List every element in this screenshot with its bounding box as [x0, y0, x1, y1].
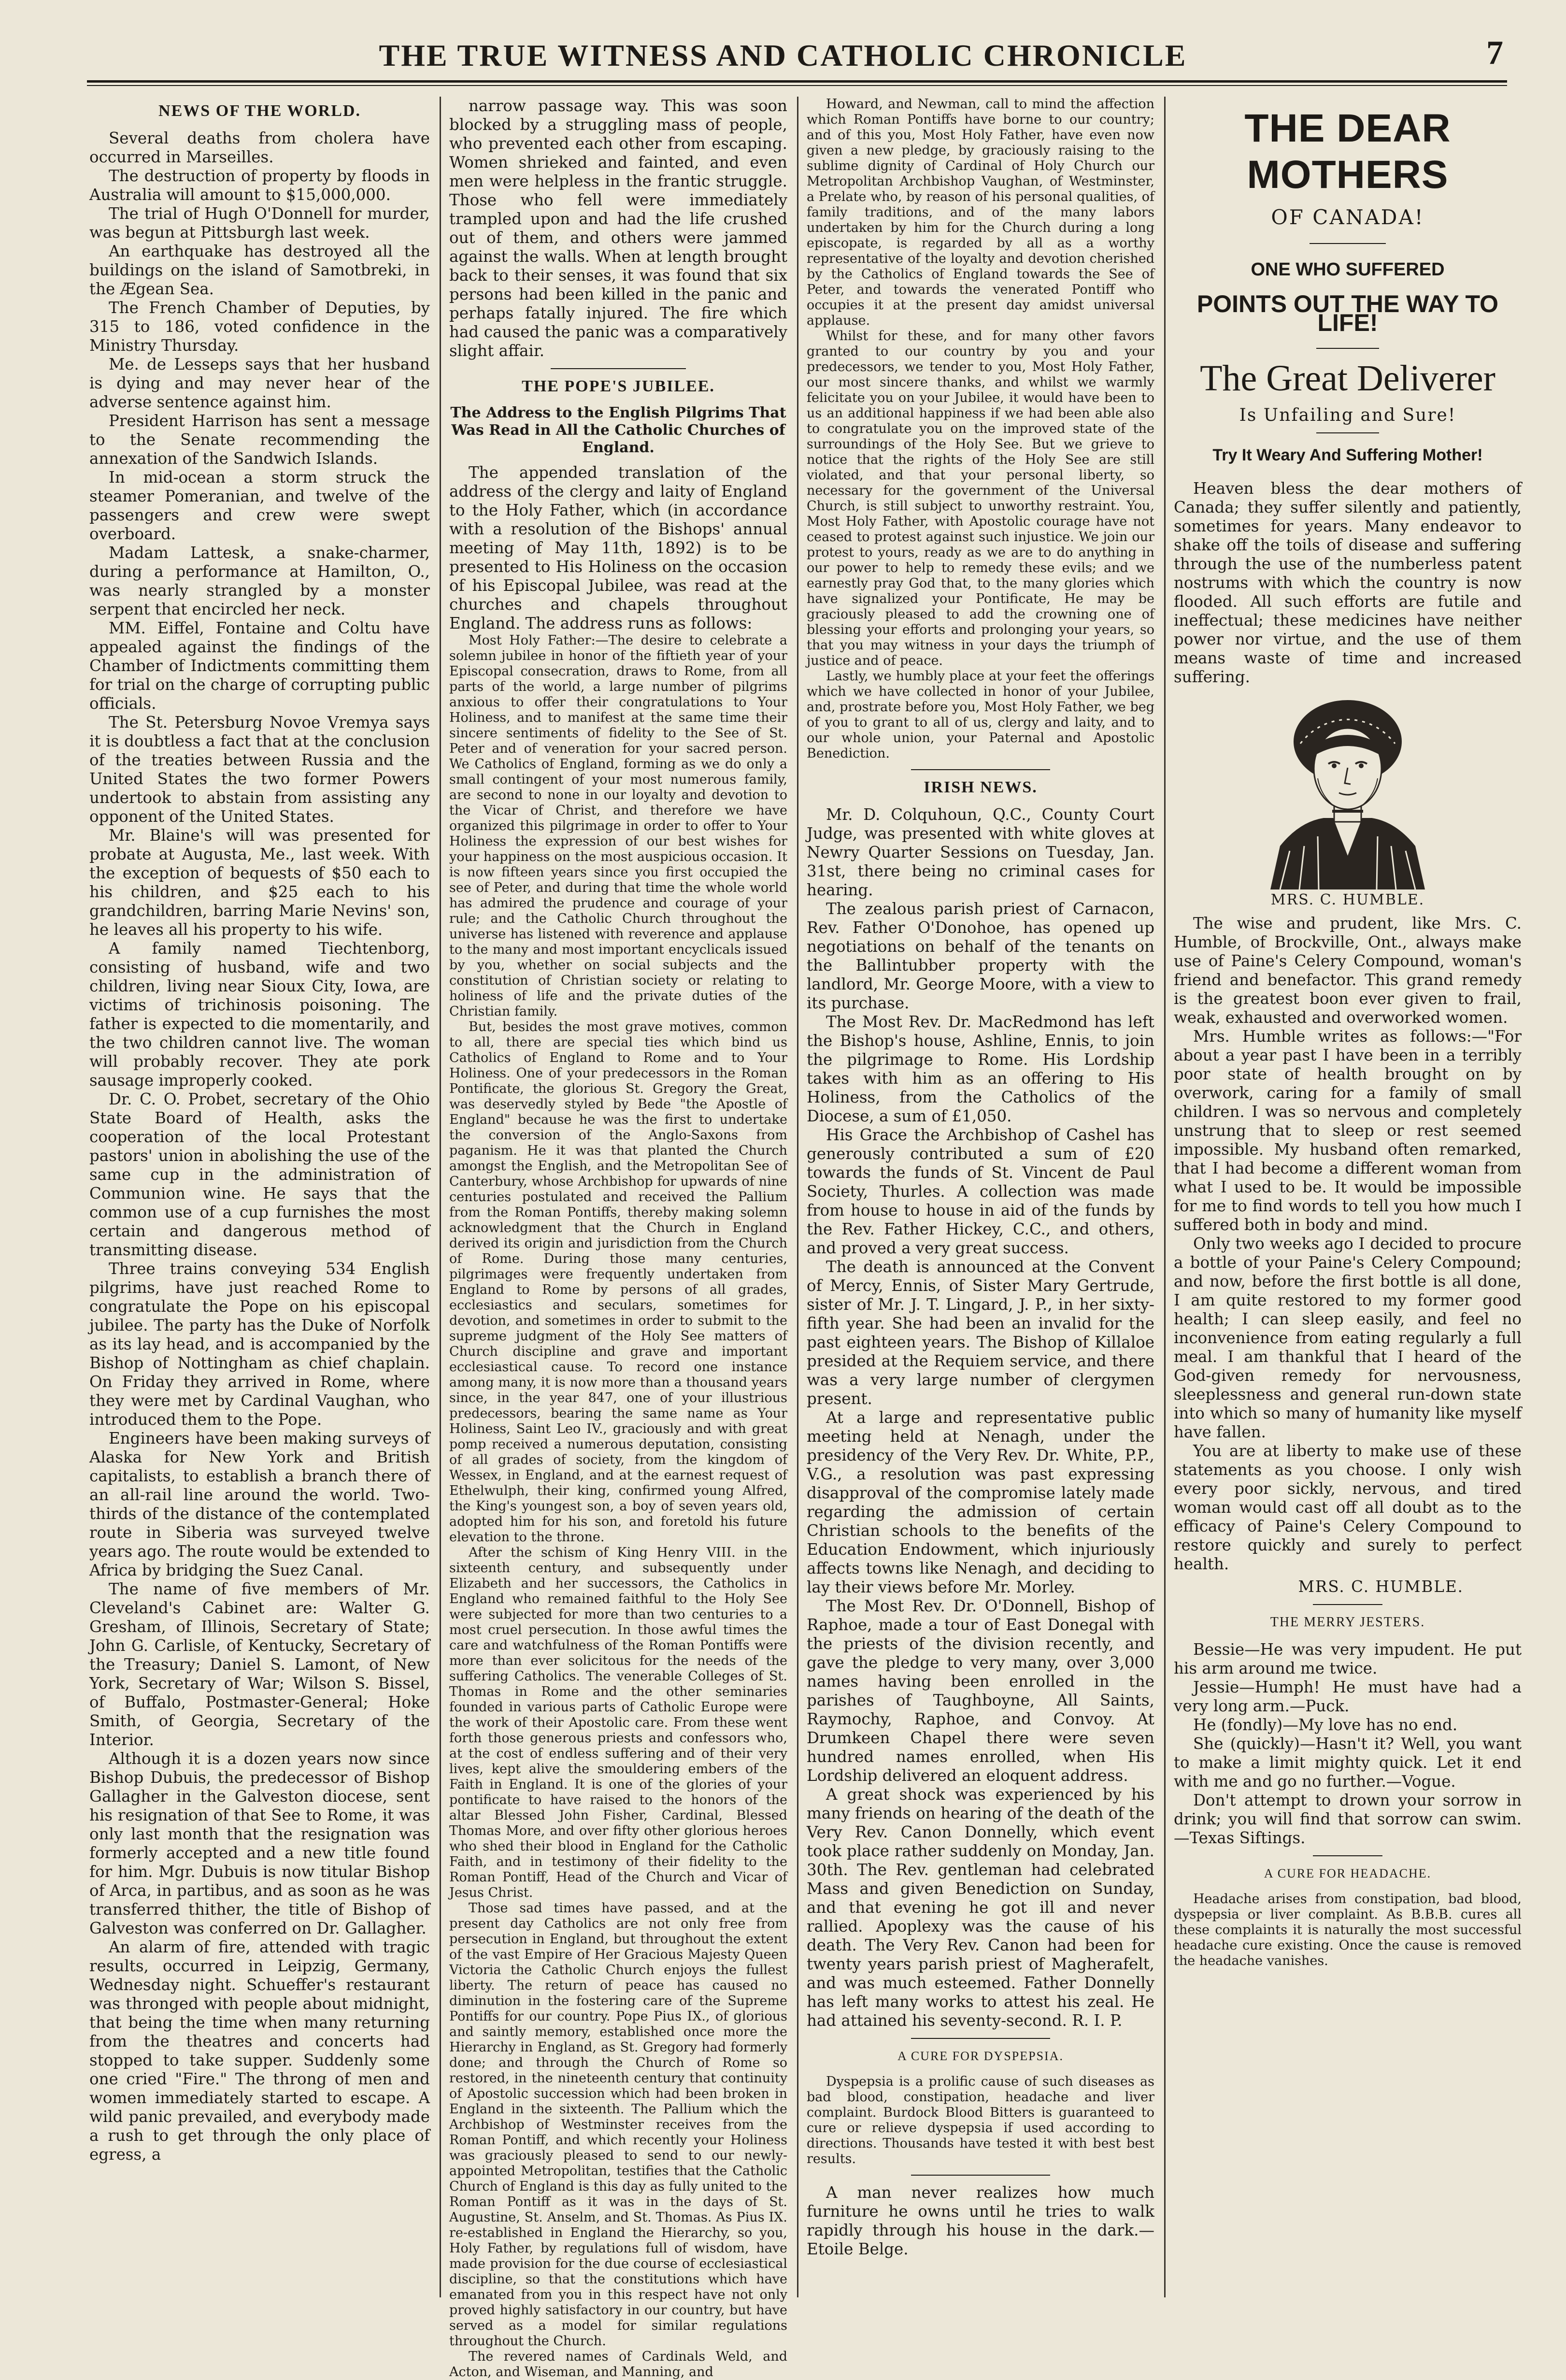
address-text: [807, 97, 1154, 761]
article-body: [89, 129, 430, 2164]
jest-item: She (quickly)—Hasn't it? Well, you want to make a limit mighty quick. Let it end with me and go no further.—Vogue.: [1174, 1735, 1522, 1791]
news-paragraph: Engineers have been making surveys of Alaska for New York and British capitalists, to establish a branch there of an all-rail line around the world. Two-thirds of the distance of the contemplated route in Siberia was surveyed twelve years ago. The route would be extended to Africa by bridging the Suez Canal.: [89, 1429, 430, 1579]
divider: [1313, 1604, 1382, 1605]
jesters-list: [1174, 1640, 1522, 1848]
closing-item: A man never realizes how much furniture he owns until he tries to walk rapidly through his house in the dark.—Etoile Belge.: [807, 2183, 1154, 2258]
news-paragraph: An earthquake has destroyed all the buildings on the island of Samotbreki, in the Ægean Sea.: [89, 242, 430, 298]
address-paragraph: The revered names of Cardinals Weld, and Acton, and Wiseman, and Manning, and: [449, 2349, 787, 2380]
testimonial-paragraph: Only two weeks ago I decided to procure a bottle of your Paine's Celery Compound; and now, before the first bottle is all done, I am quite restored to my former good health; I can sleep easily, and feel no inconvenience from eating regularly a full meal. I am thankful that I heard of the God-given remedy for nervousness, sleeplessness and general run-down state into which so many of humanity like myself have fallen.: [1174, 1234, 1522, 1441]
page-number: 7: [1486, 34, 1503, 72]
jesters-heading: THE MERRY JESTERS.: [1270, 1615, 1425, 1630]
article-paragraph: The appended translation of the address of the clergy and laity of England to the Holy Father, which (in accordance with a resolution of the Bishops' annual meeting of May 11th, 1892) is to be presented to His Holiness on the occasion of his Episcopal Jubilee, was read at the churches and chapels throughout England. The address runs as follows:: [449, 463, 787, 632]
article-body: [449, 463, 787, 633]
section-heading: NEWS OF THE WORLD.: [158, 102, 361, 120]
news-paragraph: The trial of Hugh O'Donnell for murder, was begun at Pittsburgh last week.: [89, 204, 430, 242]
news-paragraph: His Grace the Archbishop of Cashel has generously contributed a sum of £20 towards the funds of St. Vincent de Paul Society, Thurles. A collection was made from house to house in aid of the funds by the Rev. Father Hickey, C.C., and others, and proved a very great success.: [807, 1126, 1154, 1257]
ad-title: THE DEAR MOTHERS: [1244, 106, 1451, 197]
dyspepsia-text: Dyspepsia is a prolific cause of such diseases as bad blood, constipation, headache and liver complaint. Burdock Blood Bitters is guaranteed to cure or relieve dyspepsia if used according to directions. Thousands have tested it with best best results.: [807, 2074, 1154, 2166]
news-paragraph: The destruction of property by floods in Australia will amount to $15,000,000.: [89, 167, 430, 204]
testimonial-paragraph: You are at liberty to make use of these statements as you choose. I only wish every poor sickly, nervous, and tired woman would cast off all doubt as to the efficacy of Paine's Celery Compound to restore quickly and surely to perfect health.: [1174, 1442, 1522, 1573]
ad-subtitle: OF CANADA!: [1271, 205, 1424, 229]
news-paragraph: Although it is a dozen years now since Bishop Dubuis, the predecessor of Bishop Gallagher in the Galveston diocese, sent his resignation of that See to Rome, it was only last month that the resignation was formerly accepted and a new title found for him. Mgr. Dubuis is now titular Bishop of Arca, in partibus, and as soon as he was transferred thither, the title of Bishop of Galveston was conferred on Dr. Gallagher.: [89, 1749, 430, 1937]
section-subheading: The Address to the English Pilgrims That Was Read in All the Catholic Churches of England.: [450, 404, 786, 456]
news-paragraph: Me. de Lesseps says that her husband is dying and may never hear of the adverse sentence against him.: [89, 355, 430, 411]
news-paragraph: A great shock was experienced by his many friends on hearing of the death of the Very Rev. Canon Donnelly, which event took place rather suddenly on Monday, Jan. 30th. The Rev. gentleman had celebrated Mass and given Benediction on Sunday, and that evening he got ill and never rallied. Apoplexy was the cause of his death. The Very Rev. Canon had been for twenty years parish priest of Magherafelt, and was much esteemed. Father Donnelly has left many works to attest his zeal. He had attained his seventy-second. R. I. P.: [807, 1785, 1154, 2030]
column-news-of-the-world: [89, 97, 430, 2302]
news-paragraph: The French Chamber of Deputies, by 315 to 186, voted confidence in the Ministry Thursday.: [89, 299, 430, 355]
headache-text: Headache arises from constipation, bad blood, dyspepsia or liver complaint. As B.B.B. cures all these complaints it is naturally the most successful headache cure existing. Once the cause is removed the headache vanishes.: [1174, 1892, 1522, 1968]
ad-try-line: Try It Weary And Suffering Mother!: [1212, 446, 1483, 464]
news-paragraph: Several deaths from cholera have occurred in Marseilles.: [89, 129, 430, 166]
testimonial-paragraph: The wise and prudent, like Mrs. C. Humble, of Brockville, Ont., always make use of Paine's Celery Compound, woman's friend and benefactor. This grand remedy is the greatest boon ever given to frail, weak, exhausted and overworked women.: [1174, 914, 1522, 1027]
column-divider: [1164, 97, 1166, 2297]
section-heading: IRISH NEWS.: [924, 778, 1038, 796]
ad-line-2: POINTS OUT THE WAY TO LIFE!: [1196, 290, 1499, 336]
masthead-rule-thin: [87, 85, 1507, 86]
news-paragraph: The death is announced at the Convent of Mercy, Ennis, of Sister Mary Gertrude, sister of Mr. J. T. Lingard, J. P., in her sixty-fifth year. She had been an invalid for the past eighteen years. The Bishop of Killaloe presided at the Requiem service, and there was a very large number of clergymen present.: [807, 1258, 1154, 1408]
news-paragraph: Mr. D. Colquhoun, Q.C., County Court Judge, was presented with white gloves at Newry Quarter Sessions on Tuesday, Jan. 31st, there being no criminal cases for hearing.: [807, 805, 1154, 899]
address-paragraph: But, besides the most grave motives, common to all, there are special ties which bind us Catholics of England to Rome and to Your Holiness. One of your predecessors in the Roman Pontificate, the glorious St. Gregory the Great, was deservedly styled by Bede "the Apostle of England" because he was the first to undertake the conversion of the Anglo-Saxons from paganism. He it was that planted the Church amongst the English, and the Metropolitan See of Canterbury, whose Archbishop for upwards of nine centuries postulated and received the Pallium from the Roman Pontiffs, thereby making solemn acknowledgment that the Church in England derived its origin and jurisdiction from the Church of Rome. During those many centuries, pilgrimages were frequently undertaken from England to Rome by persons of all grades, ecclesiastics and seculars, sometimes for devotion, and sometimes in order to submit to the supreme judgment of the Holy See matters of Church discipline and grave and important ecclesiastical cause. To record one instance among many, it is now more than a thousand years since, in the year 847, one of your illustrious predecessors, bearing the same name as Your Holiness, Saint Leo IV., graciously and with great pomp received a numerous deputation, consisting of all grades of society, from the kingdom of Wessex, in England, and at the earnest request of Ethelwulph, their king, confirmed young Alfred, the King's youngest son, a boy of seven years old, adopted him for his son, and foretold his future elevation to the throne.: [449, 1019, 787, 1545]
jest-item: Don't attempt to drown your sorrow in drink; you will find that sorrow can swim.—Texas Siftings.: [1174, 1791, 1522, 1847]
news-paragraph: Dr. C. O. Probet, secretary of the Ohio State Board of Health, asks the cooperation of the local Protestant pastors' union in abolishing the use of the same cup in the administration of Communion wine. He says that the common use of a cup furnishes the most certain and dangerous method of transmitting disease.: [89, 1090, 430, 1259]
address-paragraph: Most Holy Father:—The desire to celebrate a solemn jubilee in honor of the fiftieth year of your Episcopal consecration, draws to Rome, from all parts of the world, a large number of pilgrims anxious to offer their congratulations to Your Holiness, and to manifest at the same time their sincere sentiments of fidelity to the See of St. Peter and of veneration for your sacred person. We Catholics of England, forming as we do only a small contingent of your most numerous family, are second to none in our loyalty and devotion to the Vicar of Christ, and therefore we have organized this pilgrimage in order to offer to Your Holiness the expression of our best wishes for your happiness on the most auspicious occasion. It is now fifteen years since you first occupied the see of Peter, and during that time the whole world has admired the prudence and courage of your rule; and the Catholic Church throughout the universe has listened with reverence and applause to the many and most important encyclicals issued by you, whether on social subjects and the constitution of Christian society or relating to holiness of life and the private duties of the Christian family.: [449, 633, 787, 1019]
jest-item: Bessie—He was very impudent. He put his arm around me twice.: [1174, 1640, 1522, 1677]
ad-tagline: Is Unfailing and Sure!: [1239, 405, 1456, 425]
news-paragraph: In mid-ocean a storm struck the steamer Pomeranian, and twelve of the passengers and crew were swept overboard.: [89, 468, 430, 543]
address-paragraph: Those sad times have passed, and at the present day Catholics are not only free from persecution in England, but throughout the extent of the vast Empire of Her Gracious Majesty Queen Victoria the Catholic Church enjoys the fullest liberty. The return of peace has caused no diminution in the fostering care of the Supreme Pontiffs for our country. Pope Pius IX., of glorious and saintly memory, established once more the Hierarchy in England, as St. Gregory had formerly done; and through the Church of Rome so restored, in the nineteenth century that continuity of Apostolic succession which had been broken in England in the sixteenth. The Pallium which the Archbishop of Westminster receives from the Roman Pontiff, and which recently your Holiness was graciously pleased to send to our newly-appointed Metropolitan, testifies that the Catholic Church of England is this day as fully united to the Roman Pontiff as it was in the days of St. Augustine, St. Anselm, and St. Thomas. As Pius IX. re-established in England the Hierarchy, so you, Holy Father, by regulations full of wisdom, have made provision for the due course of ecclesiastical discipline, so that the constitutions which have emanated from you in this respect have not only proved highly satisfactory in our country, but have served as a model for similar regulations throughout the Church.: [449, 1901, 787, 2349]
jest-item: Jessie—Humph! He must have had a very long arm.—Puck.: [1174, 1678, 1522, 1715]
divider: [911, 2175, 1050, 2176]
address-paragraph: Lastly, we humbly place at your feet the offerings which we have collected in honor of your Jubilee, and, prostrate before you, Most Holy Father, we beg of you to grant to all of us, clergy and laity, and to our whole union, your Paternal and Apostolic Benediction.: [807, 669, 1154, 761]
column-popes-jubilee: [449, 97, 787, 2380]
news-paragraph: The name of five members of Mr. Cleveland's Cabinet are: Walter G. Gresham, of Illinois, Secretary of State; John G. Carlisle, of Kentucky, Secretary of the Treasury; Daniel S. Lamont, of New York, Secretary of War; Wilson S. Bissel, of Buffalo, Postmaster-General; Hoke Smith, of Georgia, Secretary of the Interior.: [89, 1580, 430, 1749]
news-paragraph: Mr. Blaine's will was presented for probate at Augusta, Me., last week. With the exception of bequests of $50 each to his children, and $25 each to his grandchildren, barring Marie Nevins' son, he leaves all his property to his wife.: [89, 826, 430, 939]
news-paragraph: narrow passage way. This was soon blocked by a struggling mass of people, who prevented each other from escaping. Women shrieked and fainted, and even men were helpless in the frantic struggle. Those who fell were immediately trampled upon and had the life crushed out of them, and others were jammed against the walls. When at length brought back to their senses, it was found that six persons had been killed in the panic and perhaps fatally injured. The fire which had caused the panic was a comparatively slight affair.: [449, 97, 787, 360]
news-paragraph: MM. Eiffel, Fontaine and Coltu have appealed against the findings of the Chamber of Indictments committing them for trial on the charge of corrupting public officials.: [89, 619, 430, 713]
address-paragraph: Howard, and Newman, call to mind the affection which Roman Pontiffs have borne to our country; and of this you, Most Holy Father, have even now given a new pledge, by graciously raising to the sublime dignity of Cardinal of Holy Church our Metropolitan Archbishop Vaughan, of Westminster, a Prelate who, by reason of his personal qualities, of family traditions, and of the many labors undertaken by him for the Church during a long episcopate, is regarded by all as a worthy representative of the loyalty and devotion cherished by the Catholics of England towards the See of Peter, and towards the venerated Pontiff who occupies it at the present day amidst universal applause.: [807, 97, 1154, 328]
ad-big-title: The Great Deliverer: [1200, 358, 1495, 399]
newspaper-title: THE TRUE WITNESS AND CATHOLIC CHRONICLE: [379, 38, 1187, 72]
divider: [911, 769, 1050, 770]
divider: [1316, 348, 1379, 349]
news-paragraph: President Harrison has sent a message to the Senate recommending the annexation of the Sandwich Islands.: [89, 412, 430, 468]
divider: [911, 2038, 1050, 2039]
ad-line-1: ONE WHO SUFFERED: [1251, 259, 1445, 280]
news-paragraph: An alarm of fire, attended with tragic results, occurred in Leipzig, Germany, Wednesday night. Schueffer's restaurant was thronged with people about midnight, that being the time when many returning from the theatres and concerts had stopped to take supper. Suddenly some one cried "Fire." The throng of men and women immediately started to escape. A wild panic prevailed, and everybody made a rush to get through the only place of egress, a: [89, 1938, 430, 2164]
column-irish-news: [807, 97, 1154, 2302]
news-paragraph: A family named Tiechtenborg, consisting of husband, wife and two children, living near Sioux City, Iowa, are victims of trichinosis poisoning. The father is expected to die momentarily, and the two children cannot live. The woman will probably recover. They ate pork sausage improperly cooked.: [89, 939, 430, 1090]
divider: [551, 368, 686, 369]
testimonial-paragraph: Mrs. Humble writes as follows:—"For about a year past I have been in a terribly poor state of health brought on by overwork, caring for a family of small children. I was so nervous and completely unstrung that to sleep or rest seemed impossible. My husband often remarked, that I had become a different woman from what I used to be. It would be impossible for me to find words to tell you how much I suffered both in body and mind.: [1174, 1027, 1522, 1234]
signature: MRS. C. HUMBLE.: [1298, 1577, 1464, 1596]
ad-intro: Heaven bless the dear mothers of Canada; they suffer silently and patiently, sometimes for years. Many endeavor to shake off the toils of disease and suffering through the use of the numberless patent nostrums with which the country is now flooded. All such efforts are futile and ineffectual; these medicines have neither power nor virtue, and the use of them means waste of time and increased suffering.: [1174, 479, 1522, 686]
column-divider: [440, 97, 441, 2297]
news-paragraph: The Most Rev. Dr. O'Donnell, Bishop of Raphoe, made a tour of East Donegal with the priests of the division recently, and gave the pledge to very many, over 3,000 names having been enrolled in the parishes of Taughboyne, All Saints, Raymochy, Raphoe, and Convoy. At Drumkeen Chapel there were seven hundred names enrolled, when His Lordship delivered an eloquent address.: [807, 1597, 1154, 1785]
article-body: [807, 805, 1154, 2030]
dyspepsia-heading: A CURE FOR DYSPEPSIA.: [897, 2049, 1064, 2063]
portrait-illustration: [1261, 691, 1435, 889]
news-paragraph: The Most Rev. Dr. MacRedmond has left the Bishop's house, Ashline, Ennis, to join the pilgrimage to Rome. His Lordship takes with him as an offering to His Holiness, from the Catholics of the Diocese, a sum of £1,050.: [807, 1013, 1154, 1125]
column-divider: [797, 97, 798, 2297]
headache-heading: A CURE FOR HEADACHE.: [1264, 1866, 1432, 1880]
portrait-caption: MRS. C. HUMBLE.: [1270, 891, 1425, 908]
address-paragraph: Whilst for these, and for many other favors granted to our country by you and your predecessors, we tender to you, Most Holy Father, our most sincere thanks, and whilst we warmly felicitate you on your Jubilee, it would have been to us an additional happiness if we had been able also to congratulate you on the improved state of the surroundings of the Holy See. But we grieve to notice that the rights of the Holy See are still violated, and that your personal liberty, so necessary for the government of the Universal Church, is still subject to unworthy restraint. You, Most Holy Father, with Apostolic courage have not ceased to protest against such injustice. We join our protest to yours, ready as we are to do anything in our power to help to remedy these evils; and we earnestly pray God that, to the many glories which have signalized your Pontificate, He may be graciously pleased to add the crowning one of blessing your efforts and prolonging your years, so that you may witness in your days the triumph of justice and of peace.: [807, 329, 1154, 668]
section-heading: THE POPE'S JUBILEE.: [522, 377, 715, 395]
news-paragraph: Three trains conveying 534 English pilgrims, have just reached Rome to congratulate the Pope on his episcopal jubilee. The party has the Duke of Norfolk as its lay head, and is accompanied by the Bishop of Nottingham as chief chaplain. On Friday they arrived in Rome, where they were met by Cardinal Vaughan, who introduced them to the Pope.: [89, 1260, 430, 1429]
masthead-rule: [87, 80, 1507, 83]
news-paragraph: The St. Petersburg Novoe Vremya says it is doubtless a fact that at the conclusion of the treaties between Russia and the United States the two former Powers undertook to abstain from assisting any opponent of the United States.: [89, 713, 430, 826]
address-paragraph: After the schism of King Henry VIII. in the sixteenth century, and subsequently under Elizabeth and her successors, the Catholics in England who remained faithful to the Holy See were subjected for more than two centuries to a most cruel persecution. In those awful times the care and watchfulness of the Roman Pontiffs were more than ever solicitous for the needs of the suffering Catholics. The venerable Colleges of St. Thomas in Rome and the other seminaries founded in various parts of Catholic Europe were the work of their Apostolic care. From these went forth those generous priests and confessors who, at the cost of endless suffering and of their very lives, kept alive the smouldering embers of the Faith in England. It is one of the glories of your pontificate to have raised to the honors of the altar Blessed John Fisher, Cardinal, Blessed Thomas More, and over fifty other glorious heroes who shed their blood in England for the Catholic Faith, and in testimony of their fidelity to the Roman Pontiff, Head of the Church and Vicar of Jesus Christ.: [449, 1545, 787, 1900]
column-advertisement: [1174, 97, 1522, 2302]
divider: [1313, 1855, 1382, 1856]
jest-item: He (fondly)—My love has no end.: [1193, 1716, 1458, 1734]
divider: [1310, 243, 1386, 244]
divider: [1316, 432, 1379, 433]
news-paragraph: Madam Lattesk, a snake-charmer, during a performance at Hamilton, O., was nearly strangled by a monster serpent that encircled her neck.: [89, 544, 430, 618]
news-paragraph: At a large and representative public meeting held at Nenagh, under the presidency of the Very Rev. Dr. White, P.P., V.G., a resolution was past expressing disapproval of the compromise lately made regarding the admission of certain Christian schools to the benefits of the Education Endowment, which injuriously affects towns like Nenagh, and deciding to lay their views before Mr. Morley.: [807, 1408, 1154, 1596]
address-text: [449, 633, 787, 2380]
news-paragraph: The zealous parish priest of Carnacon, Rev. Father O'Donohoe, has opened up negotiations on behalf of the tenants on the Ballintubber property with the landlord, Mr. George Moore, with a view to its purchase.: [807, 900, 1154, 1012]
testimonial-body: [1174, 914, 1522, 1574]
article-continuation: [449, 97, 787, 360]
